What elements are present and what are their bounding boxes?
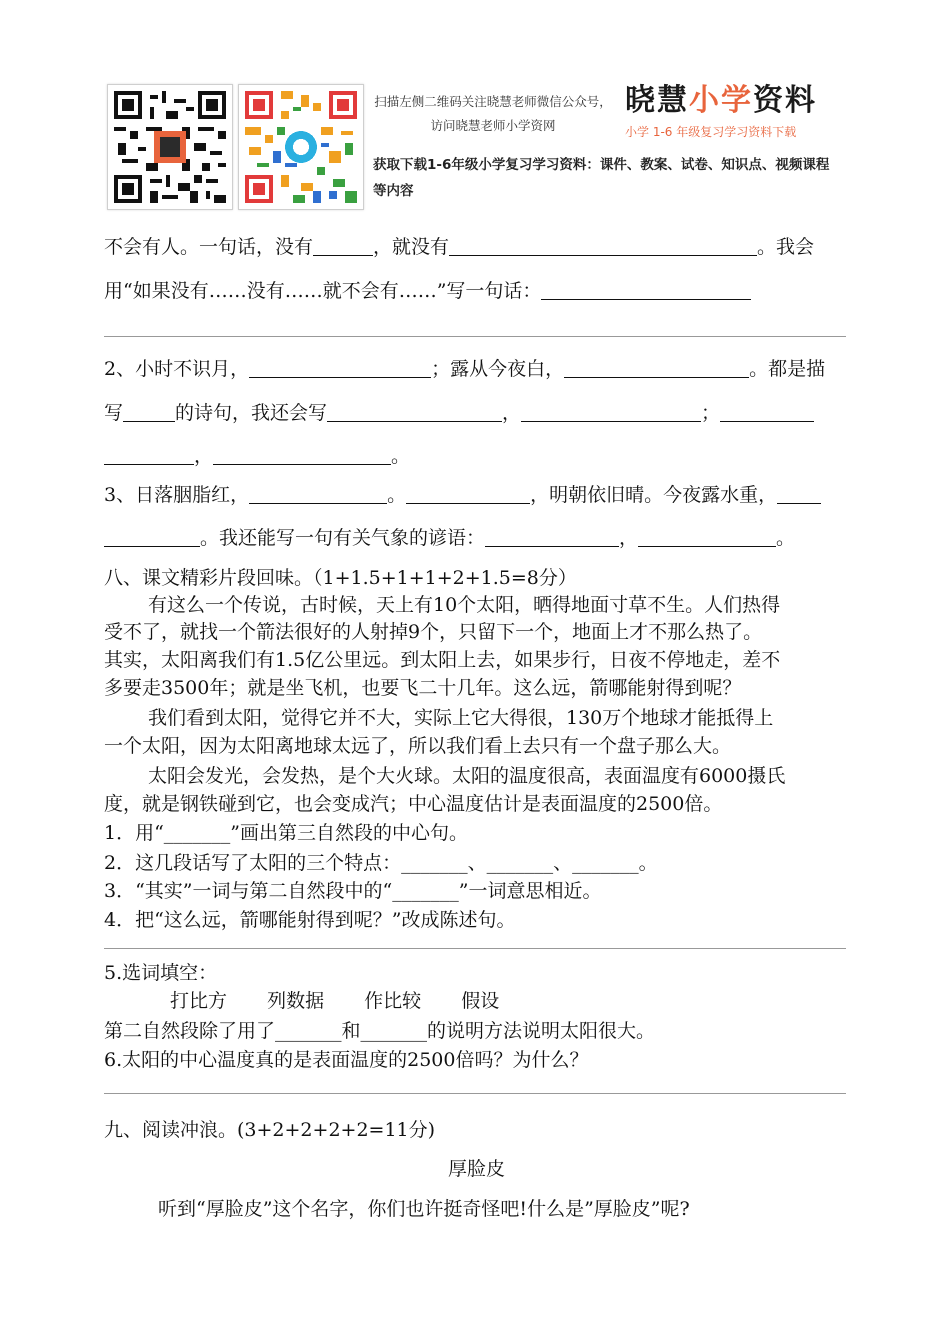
question-4: 4．把“这么远，箭哪能射得到呢？”改成陈述句。 — [104, 909, 516, 931]
word-option[interactable]: 打比方 — [170, 990, 228, 1012]
q3-line2: 。我还能写一句有关气象的谚语： ， 。 — [104, 523, 849, 550]
question-5: 5.选词填空： — [104, 962, 218, 984]
answer-line[interactable] — [104, 948, 846, 949]
q1-line2: 用“如果没有……没有……就不会有……”写一句话： — [104, 276, 849, 303]
answer-blank[interactable] — [485, 527, 619, 547]
brand-subtitle: 小学 1-6 年级复习学习资料下载 — [625, 125, 797, 139]
header-download-text: 获取下载1-6年级小学复习学习资料：课件、教案、试卷、知识点、视频课程等内容 — [373, 157, 830, 199]
brand-logo: 晓慧小学资料 — [625, 83, 817, 118]
answer-blank[interactable] — [449, 236, 757, 256]
word-option[interactable]: 列数据 — [267, 990, 325, 1012]
paragraph-1-line-2: 受不了，就找一个箭法很好的人射掉9个，只留下一个，地面上才不那么热了。 — [104, 621, 763, 643]
paragraph-1-line-4: 多要走3500年；就是坐飞机，也要飞二十几年。这么远，箭哪能射得到呢？ — [104, 677, 742, 699]
word-options — [170, 986, 915, 1013]
qr-code-left — [107, 84, 233, 210]
article-paragraph-1: 听到“厚脸皮”这个名字，你们也许挺奇怪吧!什么是”厚脸皮”呢? — [158, 1198, 690, 1220]
question-1: 1．用“_______”画出第三自然段的中心句。 — [104, 822, 469, 844]
answer-blank[interactable] — [123, 402, 175, 422]
paragraph-3-line-1: 太阳会发光，会发热，是个大火球。太阳的温度很高，表面温度有6000摄氏 — [148, 765, 786, 787]
article-title: 厚脸皮 — [447, 1158, 505, 1180]
answer-blank[interactable] — [313, 236, 373, 256]
answer-blank[interactable] — [406, 484, 530, 504]
question-3: 3．“其实”一词与第二自然段中的“_______”一词意思相近。 — [104, 880, 602, 902]
answer-blank[interactable] — [564, 358, 749, 378]
q1-line1: 不会有人。一句话，没有 ，就没有 。我会 — [104, 236, 815, 258]
paragraph-1-line-3: 其实，太阳离我们有1.5亿公里远。到太阳上去，如果步行，日夜不停地走，差不 — [104, 649, 781, 671]
q2-line1: 2、小时不识月， ；露从今夜白， 。都是描 — [104, 358, 826, 380]
qr-code-right — [238, 84, 364, 210]
qr-code-icon — [245, 91, 357, 203]
paragraph-3-line-2: 度，就是钢铁碰到它，也会变成汽；中心温度估计是表面温度的2500倍。 — [104, 793, 723, 815]
answer-blank[interactable] — [327, 402, 502, 422]
answer-line[interactable] — [104, 1093, 846, 1094]
answer-blank[interactable] — [249, 484, 387, 504]
answer-blank[interactable] — [213, 445, 391, 465]
answer-blank[interactable] — [104, 445, 194, 465]
paragraph-2-line-1: 我们看到太阳，觉得它并不大，实际上它大得很，130万个地球才能抵得上 — [148, 707, 774, 729]
answer-blank[interactable] — [720, 402, 814, 422]
answer-blank[interactable] — [541, 280, 751, 300]
answer-line[interactable] — [104, 336, 846, 337]
qr-code-icon — [114, 91, 226, 203]
section9-title: 九、阅读冲浪。(3+2+2+2+2=11分) — [104, 1119, 436, 1141]
paragraph-2-line-2: 一个太阳，因为太阳离地球太远了，所以我们看上去只有一个盘子那么大。 — [104, 735, 732, 757]
page-header — [0, 0, 950, 220]
answer-blank[interactable] — [777, 484, 821, 504]
q3-line1: 3、日落胭脂红， 。 ，明朝依旧晴。今夜露水重， — [104, 480, 849, 507]
answer-blank[interactable] — [638, 527, 776, 547]
answer-blank[interactable] — [521, 402, 701, 422]
question-6: 6.太阳的中心温度真的是表面温度的2500倍吗？为什么？ — [104, 1049, 589, 1071]
q2-line2: 写 的诗句，我还会写 ， ； — [104, 398, 849, 425]
question-5-sentence: 第二自然段除了用了_______和_______的说明方法说明太阳很大。 — [104, 1020, 656, 1042]
word-option[interactable]: 假设 — [461, 990, 500, 1012]
answer-blank[interactable] — [249, 358, 431, 378]
question-2: 2．这几段话写了太阳的三个特点：_______、_______、_______。 — [104, 852, 658, 874]
answer-blank[interactable] — [104, 527, 200, 547]
word-option[interactable]: 作比较 — [364, 990, 422, 1012]
q2-line3: ， 。 — [104, 441, 849, 468]
header-instruction-text: 扫描左侧二维码关注晓慧老师微信公众号，访问晓慧老师小学资网 — [374, 94, 612, 133]
section8-title: 八、课文精彩片段回味。（1+1.5+1+1+2+1.5=8分） — [104, 567, 577, 589]
paragraph-1-line-1: 有这么一个传说，古时候，天上有10个太阳，晒得地面寸草不生。人们热得 — [148, 594, 781, 616]
